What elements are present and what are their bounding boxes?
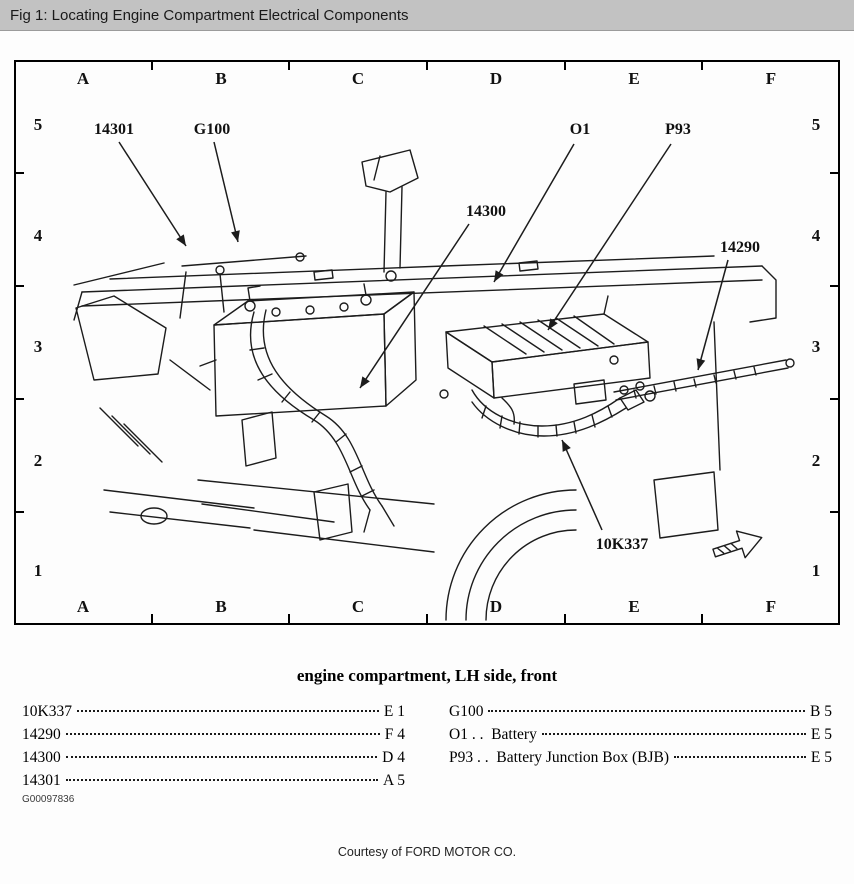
grid-column-label: B: [215, 69, 227, 88]
strut-bracket-illustration: [362, 150, 418, 281]
legend-code: 14290: [22, 726, 61, 743]
grid-row-label: 2: [811, 451, 821, 470]
callout-leader-line: [214, 142, 238, 242]
legend-code: P93 . . Battery Junction Box (BJB): [449, 749, 670, 766]
engine-compartment-illustration: [74, 150, 794, 620]
legend-leader: [674, 756, 806, 758]
grid-row-label: 5: [811, 115, 821, 134]
callout-arrowheads: [176, 230, 705, 452]
callout-leader-line: [548, 144, 671, 330]
grid-row-label: 4: [33, 226, 43, 245]
callout-leader-line: [119, 142, 186, 246]
wheel-arch-illustration: [446, 472, 718, 620]
callout-label-g100: G100: [193, 121, 231, 138]
legend-row: [449, 702, 832, 721]
grid-column-label: A: [76, 597, 90, 616]
grid-row-label: 1: [811, 561, 821, 580]
grid-column-label: D: [489, 69, 503, 88]
legend-code: G100: [449, 703, 484, 720]
legend-code: 14300: [22, 749, 61, 766]
grid-row-label: 3: [811, 337, 821, 356]
underbody-illustration: [198, 480, 434, 552]
legend-code: 10K337: [22, 703, 72, 720]
legend-leader: [66, 733, 380, 735]
legend-leader: [66, 756, 377, 758]
legend-grid-ref: D 4: [382, 749, 405, 766]
legend-leader: [488, 710, 805, 712]
legend-row: [22, 725, 405, 744]
engine-compartment-figure: [14, 60, 840, 625]
legend-row: [449, 725, 832, 744]
diagram-area: [14, 60, 840, 625]
legend-row: [22, 748, 405, 767]
legend-leader: [66, 779, 378, 781]
battery-cable-harness-illustration: [250, 310, 394, 532]
grid-row-label: 3: [33, 337, 43, 356]
grid-column-label: E: [628, 69, 640, 88]
legend-grid-ref: E 1: [383, 703, 405, 720]
grid-column-label: F: [765, 69, 777, 88]
grid-column-label: F: [765, 597, 777, 616]
callout-label-o1: O1: [569, 121, 591, 138]
courtesy-footer: Courtesy of FORD MOTOR CO.: [337, 845, 517, 859]
callout-leader-line: [360, 224, 469, 388]
grid-column-label: C: [351, 597, 365, 616]
battery-illustration: [180, 253, 416, 466]
grid-column-label: B: [215, 597, 227, 616]
grid-row-label: 5: [33, 115, 43, 134]
callout-label-14290: 14290: [720, 239, 760, 256]
legend: [22, 702, 832, 790]
grid-column-label: D: [489, 597, 503, 616]
callout-leaders: [119, 142, 728, 530]
figure-title: Fig 1: Locating Engine Compartment Electrical Components: [10, 6, 409, 24]
legend-code: O1 . . Battery: [449, 726, 537, 743]
cowl-illustration: [74, 256, 776, 470]
legend-row: [22, 771, 405, 790]
legend-row: [22, 702, 405, 721]
figure-title-bar: [0, 0, 854, 31]
callout-label-14301: 14301: [94, 121, 134, 138]
legend-grid-ref: F 4: [384, 726, 405, 743]
callout-leader-line: [698, 260, 728, 370]
grid-row-label: 2: [33, 451, 43, 470]
legend-grid-ref: B 5: [810, 703, 832, 720]
callout-leader-line: [562, 440, 602, 530]
legend-code: 14301: [22, 772, 61, 789]
callout-label-p93: P93: [665, 121, 691, 138]
grid-column-label: E: [628, 597, 640, 616]
engine-harness-illustration: [472, 356, 655, 437]
callout-label-14300: 14300: [466, 203, 506, 220]
grid-row-label: 4: [811, 226, 821, 245]
legend-leader: [542, 733, 806, 735]
grid-labels: [34, 69, 821, 616]
callout-label-10k337: 10K337: [595, 536, 649, 553]
callout-labels: [94, 121, 760, 553]
legend-grid-ref: E 5: [810, 726, 832, 743]
figure-caption: engine compartment, LH side, front: [296, 666, 558, 685]
grid-column-label: A: [76, 69, 90, 88]
grid-column-label: C: [351, 69, 365, 88]
bjb-illustration: [440, 296, 650, 404]
grid-row-label: 1: [33, 561, 43, 580]
figure-reference-number: G00097836: [22, 794, 75, 805]
legend-column-right: [449, 702, 832, 790]
legend-grid-ref: E 5: [810, 749, 832, 766]
legend-leader: [77, 710, 379, 712]
legend-row: [449, 748, 832, 767]
legend-column-left: [22, 702, 405, 790]
legend-grid-ref: A 5: [383, 772, 405, 789]
